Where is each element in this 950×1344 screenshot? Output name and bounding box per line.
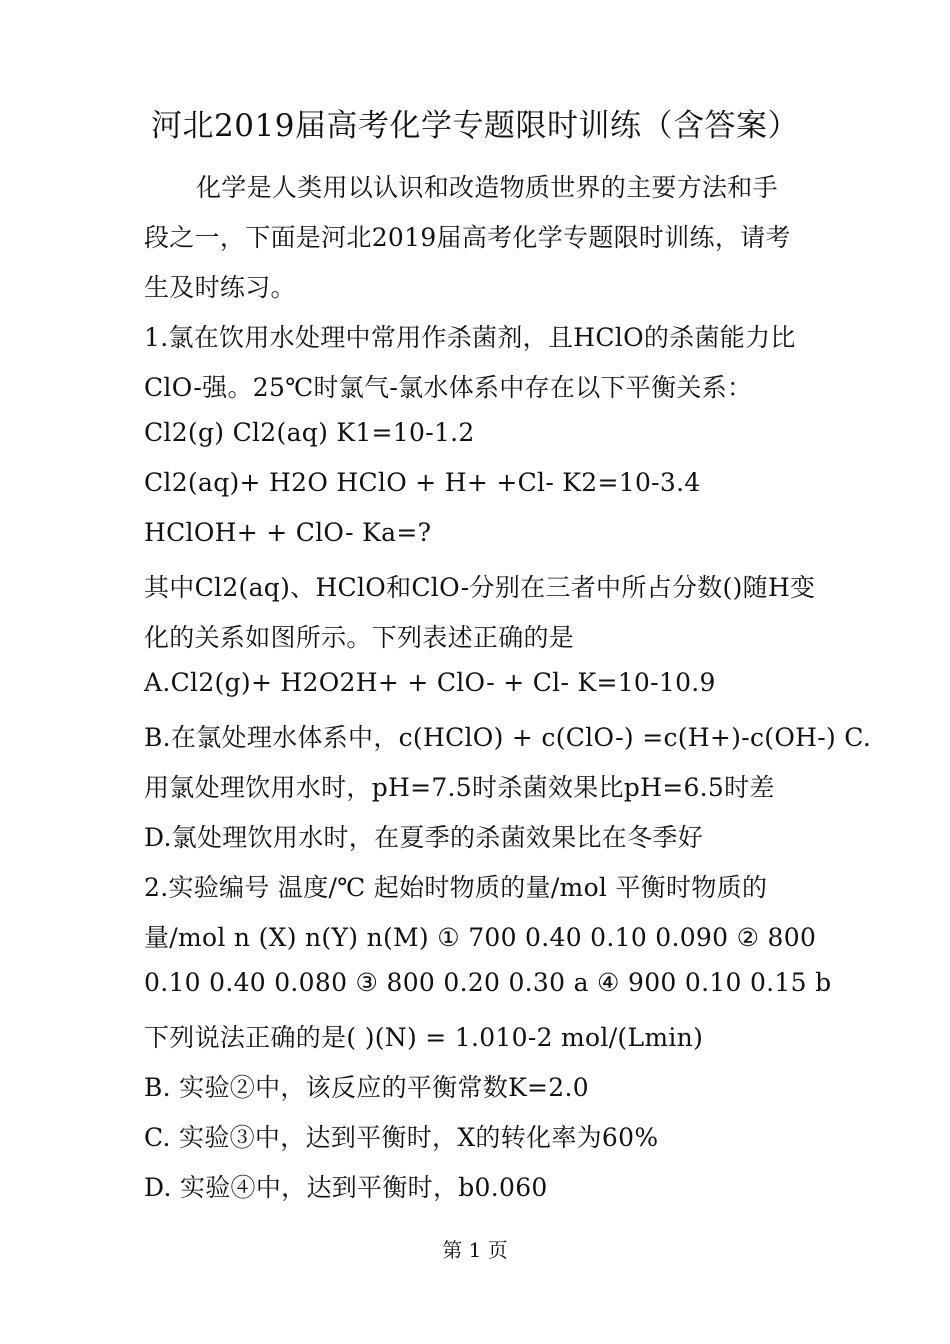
option-c: 用氯处理饮用水时，pH=7.5时杀菌效果比pH=6.5时差 [144,773,775,802]
question-1-line-1: 1.氯在饮用水处理中常用作杀菌剂，且HClO的杀菌能力比 [144,323,796,352]
equation-2: Cl2(aq)+ H2O HClO + H+ +Cl- K2=10-3.4 [144,468,701,497]
option-a: A.Cl2(g)+ H2O2H+ + ClO- + Cl- K=10-10.9 [144,668,716,697]
document-title: 河北2019届高考化学专题限时训练（含答案） [151,108,799,144]
question-2-line-3: 0.10 0.40 0.080 ③ 800 0.20 0.30 a ④ 900 0.10 0.15 b [144,968,832,997]
question-2-line-4: 下列说法正确的是( )(N) = 1.010-2 mol/(Lmin) [144,1023,704,1052]
page-footer: 第 1 页 [442,1238,508,1262]
question-1-line-3: 其中Cl2(aq)、HClO和ClO-分别在三者中所占分数()随H变 [144,573,816,602]
equation-1: Cl2(g) Cl2(aq) K1=10-1.2 [144,418,475,447]
question-1-line-2: ClO-强。25℃时氯气-氯水体系中存在以下平衡关系： [144,373,753,402]
question-2-option-d: D. 实验④中，达到平衡时，b0.060 [144,1173,548,1202]
paragraph-line-1: 化学是人类用以认识和改造物质世界的主要方法和手 [196,173,778,202]
equation-3: HClOH+ + ClO- Ka=? [144,518,432,547]
question-1-line-4: 化的关系如图所示。下列表述正确的是 [144,623,575,652]
question-2-line-1: 2.实验编号 温度/℃ 起始时物质的量/mol 平衡时物质的 [144,873,768,902]
question-2-option-c: C. 实验③中，达到平衡时，X的转化率为60% [144,1123,659,1152]
paragraph-line-3: 生及时练习。 [144,273,296,302]
option-d: D.氯处理饮用水时，在夏季的杀菌效果比在冬季好 [144,823,704,852]
question-2-option-b: B. 实验②中，该反应的平衡常数K=2.0 [144,1073,589,1102]
question-2-line-2: 量/mol n (X) n(Y) n(M) ① 700 0.40 0.10 0.090 ② 800 [144,923,817,952]
option-b: B.在氯处理水体系中，c(HClO) + c(ClO-) =c(H+)-c(OH-) C. [144,723,872,752]
paragraph-line-2: 段之一，下面是河北2019届高考化学专题限时训练，请考 [144,223,791,252]
